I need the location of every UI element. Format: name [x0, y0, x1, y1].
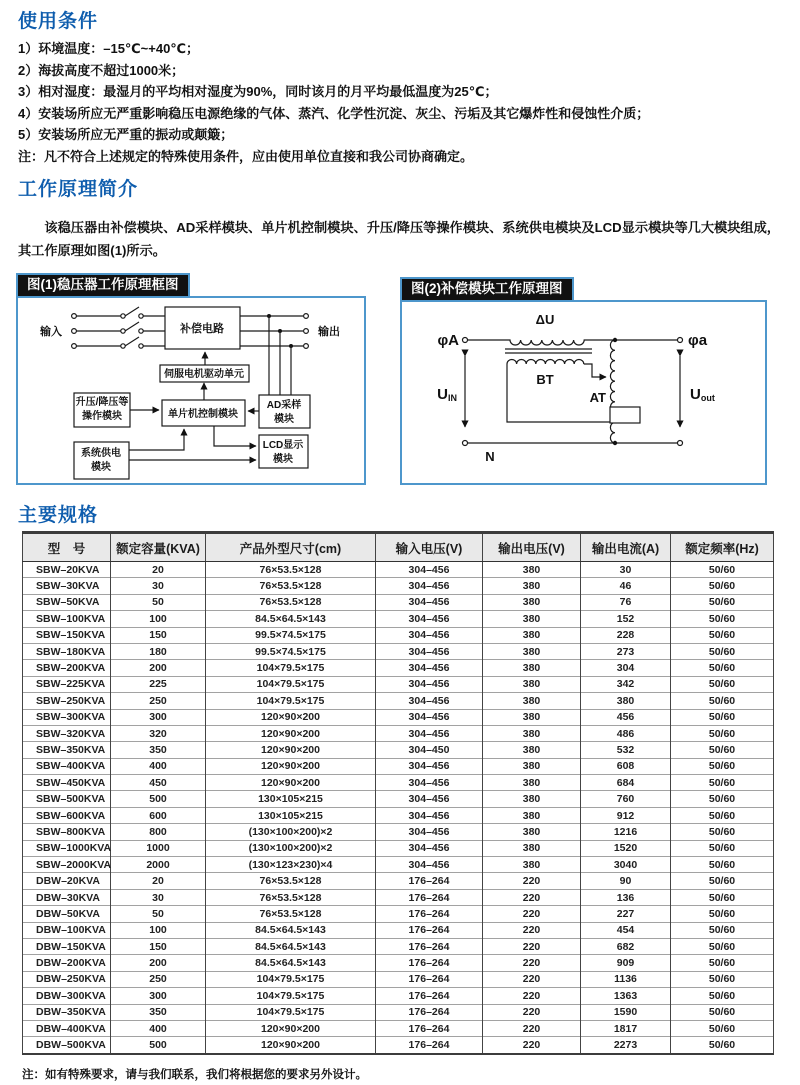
table-cell: 380 — [483, 824, 581, 840]
table-cell: 84.5×64.5×143 — [206, 922, 376, 938]
col-header-model: 型 号 — [23, 533, 111, 562]
table-cell: 50/60 — [671, 562, 774, 578]
table-cell: 1817 — [581, 1020, 671, 1036]
table-cell: 220 — [483, 906, 581, 922]
table-cell: 304–456 — [376, 611, 483, 627]
table-cell: 380 — [483, 807, 581, 823]
table-cell: SBW–150KVA — [23, 627, 111, 643]
table-cell: 50/60 — [671, 1020, 774, 1036]
table-row — [23, 1004, 774, 1020]
table-cell: 176–264 — [376, 1037, 483, 1054]
col-header-output-current: 输出电流(A) — [581, 533, 671, 562]
table-cell: 46 — [581, 578, 671, 594]
table-cell: 600 — [111, 807, 206, 823]
table-cell: 50/60 — [671, 1004, 774, 1020]
table-cell: 120×90×200 — [206, 775, 376, 791]
table-cell: 225 — [111, 676, 206, 692]
table-cell: 120×90×200 — [206, 742, 376, 758]
table-cell: SBW–350KVA — [23, 742, 111, 758]
table-row — [23, 627, 774, 643]
table-cell: 50/60 — [671, 643, 774, 659]
table-row — [23, 660, 774, 676]
terminal-circle — [463, 338, 683, 446]
table-cell: DBW–350KVA — [23, 1004, 111, 1020]
fig1-mcu-label: 单片机控制模块 — [168, 409, 238, 420]
table-cell: 50/60 — [671, 971, 774, 987]
table-cell: 304–456 — [376, 627, 483, 643]
figure2-title: 图(2)补偿模块工作原理图 — [400, 277, 574, 302]
col-header-input-voltage: 输入电压(V) — [376, 533, 483, 562]
table-cell: SBW–20KVA — [23, 562, 111, 578]
table-row — [23, 594, 774, 610]
table-cell: 50/60 — [671, 791, 774, 807]
table-cell: 250 — [111, 971, 206, 987]
condition-item: 4）安装场所应无严重影响稳压电源绝缘的气体、蒸汽、化学性沉淀、灰尘、污垢及其它爆炸性和侵蚀性介质； — [18, 105, 650, 121]
table-cell: 50/60 — [671, 857, 774, 873]
fig2-at-label: AT — [589, 390, 606, 405]
usage-conditions-heading: 使用条件 — [18, 11, 99, 32]
table-cell: SBW–1000KVA — [23, 840, 111, 856]
table-row — [23, 709, 774, 725]
table-cell: 100 — [111, 922, 206, 938]
table-cell: 76 — [581, 594, 671, 610]
table-row — [23, 922, 774, 938]
table-cell: 320 — [111, 725, 206, 741]
table-row — [23, 791, 774, 807]
col-header-output-voltage: 输出电压(V) — [483, 533, 581, 562]
table-cell: 456 — [581, 709, 671, 725]
table-cell: 250 — [111, 693, 206, 709]
table-cell: 100 — [111, 611, 206, 627]
table-cell: 104×79.5×175 — [206, 971, 376, 987]
condition-note: 注：凡不符合上述规定的特殊使用条件，应由使用单位直接和我公司协商确定。 — [18, 148, 474, 164]
condition-item: 2）海拔高度不超过1000米； — [18, 62, 185, 78]
table-cell: 30 — [111, 889, 206, 905]
table-cell: (130×100×200)×2 — [206, 840, 376, 856]
table-cell: 50/60 — [671, 693, 774, 709]
figure2-svg — [402, 302, 765, 483]
fig1-output-label: 输出 — [318, 326, 340, 338]
table-cell: 2000 — [111, 857, 206, 873]
table-cell: 380 — [483, 611, 581, 627]
table-cell: 50/60 — [671, 676, 774, 692]
fig1-lcd-label-2: 模块 — [273, 454, 293, 465]
table-cell: SBW–30KVA — [23, 578, 111, 594]
switch-symbol — [76, 307, 165, 346]
table-cell: 200 — [111, 660, 206, 676]
table-cell: 50/60 — [671, 725, 774, 741]
fig2-delta-u-label: ΔU — [535, 312, 555, 327]
table-cell: 500 — [111, 1037, 206, 1054]
table-header-row — [23, 533, 774, 562]
table-cell: SBW–2000KVA — [23, 857, 111, 873]
table-cell: 684 — [581, 775, 671, 791]
table-cell: DBW–150KVA — [23, 938, 111, 954]
table-cell: 99.5×74.5×175 — [206, 643, 376, 659]
table-cell: 227 — [581, 906, 671, 922]
table-row — [23, 758, 774, 774]
table-cell: SBW–400KVA — [23, 758, 111, 774]
table-cell: 50/60 — [671, 611, 774, 627]
table-cell: 76×53.5×128 — [206, 873, 376, 889]
table-cell: 99.5×74.5×175 — [206, 627, 376, 643]
figure1-title: 图(1)稳压器工作原理框图 — [16, 273, 190, 298]
table-cell: 220 — [483, 938, 581, 954]
table-cell: SBW–100KVA — [23, 611, 111, 627]
table-cell: 608 — [581, 758, 671, 774]
fig1-input-label: 输入 — [40, 326, 62, 338]
fig1-ad-label-2: 模块 — [274, 414, 294, 425]
table-cell: (130×100×200)×2 — [206, 824, 376, 840]
table-cell: DBW–300KVA — [23, 988, 111, 1004]
table-cell: 304–456 — [376, 775, 483, 791]
table-cell: DBW–100KVA — [23, 922, 111, 938]
table-cell: 50/60 — [671, 594, 774, 610]
table-cell: 304–456 — [376, 758, 483, 774]
table-cell: 304–456 — [376, 709, 483, 725]
table-cell: 304–456 — [376, 693, 483, 709]
table-cell: 104×79.5×175 — [206, 676, 376, 692]
fig1-servo-label: 伺服电机驱动单元 — [164, 369, 244, 380]
table-cell: 104×79.5×175 — [206, 693, 376, 709]
fig2-uin-label: UIN — [437, 386, 457, 403]
table-cell: 50/60 — [671, 1037, 774, 1054]
table-cell: 76×53.5×128 — [206, 578, 376, 594]
table-cell: 50/60 — [671, 627, 774, 643]
table-cell: 380 — [581, 693, 671, 709]
table-cell: 380 — [483, 562, 581, 578]
figure1-block-diagram — [16, 277, 366, 485]
table-cell: SBW–250KVA — [23, 693, 111, 709]
table-row — [23, 643, 774, 659]
table-cell: 176–264 — [376, 1020, 483, 1036]
table-cell: 120×90×200 — [206, 709, 376, 725]
table-cell: 273 — [581, 643, 671, 659]
table-cell: 912 — [581, 807, 671, 823]
figure1-svg — [18, 298, 364, 483]
table-cell: 500 — [111, 791, 206, 807]
table-cell: 304–450 — [376, 742, 483, 758]
table-cell: 380 — [483, 643, 581, 659]
table-cell: SBW–180KVA — [23, 643, 111, 659]
table-cell: SBW–600KVA — [23, 807, 111, 823]
table-cell: 300 — [111, 988, 206, 1004]
fig1-ad-label-1: AD采样 — [266, 400, 302, 411]
table-cell: 50/60 — [671, 775, 774, 791]
table-cell: 120×90×200 — [206, 725, 376, 741]
table-cell: 304–456 — [376, 562, 483, 578]
table-cell: 176–264 — [376, 971, 483, 987]
table-cell: 50/60 — [671, 742, 774, 758]
table-cell: SBW–500KVA — [23, 791, 111, 807]
table-cell: 50/60 — [671, 955, 774, 971]
table-cell: 50/60 — [671, 922, 774, 938]
col-header-frequency: 额定频率(Hz) — [671, 533, 774, 562]
table-row — [23, 889, 774, 905]
table-row — [23, 873, 774, 889]
table-cell: 76×53.5×128 — [206, 594, 376, 610]
table-cell: 304–456 — [376, 840, 483, 856]
table-cell: 76×53.5×128 — [206, 562, 376, 578]
spec-table-body — [23, 562, 774, 1054]
table-cell: 76×53.5×128 — [206, 889, 376, 905]
table-cell: 300 — [111, 709, 206, 725]
col-header-capacity: 额定容量(KVA) — [111, 533, 206, 562]
table-cell: SBW–800KVA — [23, 824, 111, 840]
table-cell: 380 — [483, 660, 581, 676]
table-cell: 1136 — [581, 971, 671, 987]
table-cell: 30 — [581, 562, 671, 578]
table-cell: 50 — [111, 906, 206, 922]
table-cell: 220 — [483, 873, 581, 889]
working-principle-paragraph: 该稳压器由补偿模块、AD采样模块、单片机控制模块、升压/降压等操作模块、系统供电模块及LCD显示模块等几大模块组成，其工作原理如图(1)所示。 — [18, 220, 780, 258]
table-cell: 400 — [111, 758, 206, 774]
table-cell: 176–264 — [376, 873, 483, 889]
table-cell: 220 — [483, 988, 581, 1004]
condition-item: 3）相对湿度：最湿月的平均相对湿度为90%，同时该月的月平均最低温度为25℃； — [18, 84, 498, 100]
table-cell: 176–264 — [376, 906, 483, 922]
table-cell: 450 — [111, 775, 206, 791]
fig2-bt-label: BT — [536, 372, 554, 387]
main-specs-heading: 主要规格 — [18, 505, 99, 526]
table-cell: 84.5×64.5×143 — [206, 955, 376, 971]
table-cell: 50/60 — [671, 889, 774, 905]
table-cell: 76×53.5×128 — [206, 906, 376, 922]
fig1-compensation-label: 补偿电路 — [180, 323, 224, 335]
at-brush-box — [610, 407, 640, 423]
table-cell: 304–456 — [376, 807, 483, 823]
table-cell: DBW–200KVA — [23, 955, 111, 971]
table-cell: 454 — [581, 922, 671, 938]
table-cell: DBW–30KVA — [23, 889, 111, 905]
table-cell: 84.5×64.5×143 — [206, 611, 376, 627]
table-cell: 380 — [483, 627, 581, 643]
table-cell: 220 — [483, 971, 581, 987]
table-cell: 50/60 — [671, 906, 774, 922]
table-cell: 304 — [581, 660, 671, 676]
table-cell: 176–264 — [376, 889, 483, 905]
condition-item: 1）环境温度：–15℃~+40℃； — [18, 41, 200, 56]
table-cell: 1000 — [111, 840, 206, 856]
table-cell: 380 — [483, 725, 581, 741]
table-cell: 104×79.5×175 — [206, 660, 376, 676]
table-row — [23, 988, 774, 1004]
table-cell: 150 — [111, 627, 206, 643]
col-header-dimensions: 产品外型尺寸(cm) — [206, 533, 376, 562]
table-cell: 220 — [483, 922, 581, 938]
table-cell: SBW–450KVA — [23, 775, 111, 791]
table-cell: 304–456 — [376, 578, 483, 594]
table-row — [23, 775, 774, 791]
condition-item: 5）安装场所应无严重的振动或颠簸； — [18, 127, 234, 143]
table-cell: 1520 — [581, 840, 671, 856]
table-cell: 176–264 — [376, 988, 483, 1004]
fig2-n-label: N — [485, 449, 495, 464]
fig1-power-label-2: 模块 — [91, 462, 111, 473]
table-cell: 1216 — [581, 824, 671, 840]
table-row — [23, 578, 774, 594]
table-row — [23, 971, 774, 987]
table-cell: 130×105×215 — [206, 791, 376, 807]
table-row — [23, 693, 774, 709]
table-cell: 380 — [483, 709, 581, 725]
table-row — [23, 742, 774, 758]
table-cell: 342 — [581, 676, 671, 692]
table-cell: 50/60 — [671, 824, 774, 840]
table-row — [23, 824, 774, 840]
fig2-phase-in-label: φA — [437, 332, 459, 349]
table-cell: 350 — [111, 742, 206, 758]
table-cell: 800 — [111, 824, 206, 840]
table-row — [23, 857, 774, 873]
figure2-compensation-diagram — [400, 281, 767, 485]
table-cell: 120×90×200 — [206, 758, 376, 774]
table-cell: 228 — [581, 627, 671, 643]
table-cell: 380 — [483, 857, 581, 873]
table-cell: 1590 — [581, 1004, 671, 1020]
footer-note: 注：如有特殊要求，请与我们联系，我们将根据您的要求另外设计。 — [22, 1069, 367, 1081]
table-cell: 50 — [111, 594, 206, 610]
table-cell: 176–264 — [376, 938, 483, 954]
table-cell: 84.5×64.5×143 — [206, 938, 376, 954]
table-cell: 682 — [581, 938, 671, 954]
table-cell: 350 — [111, 1004, 206, 1020]
table-cell: 304–456 — [376, 824, 483, 840]
table-cell: 380 — [483, 791, 581, 807]
table-cell: 909 — [581, 955, 671, 971]
table-cell: 30 — [111, 578, 206, 594]
table-row — [23, 1020, 774, 1036]
table-cell: SBW–200KVA — [23, 660, 111, 676]
table-cell: 50/60 — [671, 938, 774, 954]
table-cell: 120×90×200 — [206, 1037, 376, 1054]
table-row — [23, 938, 774, 954]
table-cell: 152 — [581, 611, 671, 627]
table-cell: 50/60 — [671, 807, 774, 823]
table-cell: 50/60 — [671, 660, 774, 676]
table-cell: 400 — [111, 1020, 206, 1036]
table-cell: 486 — [581, 725, 671, 741]
table-cell: 380 — [483, 758, 581, 774]
table-cell: 90 — [581, 873, 671, 889]
table-cell: 304–456 — [376, 660, 483, 676]
spec-table — [22, 531, 774, 1055]
table-cell: 220 — [483, 1004, 581, 1020]
table-cell: 304–456 — [376, 643, 483, 659]
table-cell: 104×79.5×175 — [206, 988, 376, 1004]
table-cell: SBW–50KVA — [23, 594, 111, 610]
table-cell: 532 — [581, 742, 671, 758]
table-cell: 380 — [483, 676, 581, 692]
table-cell: DBW–400KVA — [23, 1020, 111, 1036]
table-row — [23, 1037, 774, 1054]
table-cell: 380 — [483, 775, 581, 791]
table-cell: 380 — [483, 578, 581, 594]
bt-winding — [507, 360, 584, 365]
table-cell: 50/60 — [671, 578, 774, 594]
table-cell: 380 — [483, 594, 581, 610]
table-cell: 136 — [581, 889, 671, 905]
working-principle-heading: 工作原理简介 — [18, 179, 139, 200]
fig1-lcd-label-1: LCD显示 — [262, 440, 304, 451]
table-cell: 304–456 — [376, 725, 483, 741]
table-cell: 130×105×215 — [206, 807, 376, 823]
table-cell: 176–264 — [376, 1004, 483, 1020]
table-cell: 220 — [483, 889, 581, 905]
table-cell: 120×90×200 — [206, 1020, 376, 1036]
table-cell: 104×79.5×175 — [206, 1004, 376, 1020]
delta-u-winding — [468, 340, 677, 345]
table-cell: 20 — [111, 562, 206, 578]
table-cell: 1363 — [581, 988, 671, 1004]
table-row — [23, 840, 774, 856]
fig1-power-label-1: 系统供电 — [81, 448, 121, 459]
fig2-uout-label: Uout — [690, 386, 715, 403]
table-row — [23, 807, 774, 823]
fig2-wiring — [463, 338, 683, 446]
table-cell: SBW–300KVA — [23, 709, 111, 725]
table-cell: 200 — [111, 955, 206, 971]
table-row — [23, 725, 774, 741]
fig2-phase-out-label: φa — [688, 332, 708, 349]
table-cell: 176–264 — [376, 922, 483, 938]
table-cell: 20 — [111, 873, 206, 889]
table-cell: 760 — [581, 791, 671, 807]
table-cell: SBW–225KVA — [23, 676, 111, 692]
table-cell: 220 — [483, 1020, 581, 1036]
table-row — [23, 676, 774, 692]
table-cell: 220 — [483, 955, 581, 971]
fig1-boost-label-1: 升压/降压等 — [75, 397, 129, 408]
table-cell: 150 — [111, 938, 206, 954]
table-cell: 304–456 — [376, 676, 483, 692]
table-cell: 304–456 — [376, 594, 483, 610]
table-cell: DBW–20KVA — [23, 873, 111, 889]
table-cell: 50/60 — [671, 840, 774, 856]
table-cell: (130×123×230)×4 — [206, 857, 376, 873]
table-cell: 50/60 — [671, 758, 774, 774]
table-row — [23, 906, 774, 922]
table-cell: 304–456 — [376, 857, 483, 873]
table-cell: DBW–250KVA — [23, 971, 111, 987]
table-cell: 50/60 — [671, 873, 774, 889]
usage-conditions-list — [18, 38, 788, 168]
table-cell: DBW–50KVA — [23, 906, 111, 922]
table-cell: 50/60 — [671, 988, 774, 1004]
table-cell: 380 — [483, 693, 581, 709]
table-cell: 176–264 — [376, 955, 483, 971]
table-cell: 2273 — [581, 1037, 671, 1054]
table-cell: 380 — [483, 840, 581, 856]
table-cell: SBW–320KVA — [23, 725, 111, 741]
table-cell: 304–456 — [376, 791, 483, 807]
table-row — [23, 611, 774, 627]
fig1-boost-label-2: 操作模块 — [82, 411, 122, 422]
table-cell: DBW–500KVA — [23, 1037, 111, 1054]
table-row — [23, 562, 774, 578]
table-cell: 180 — [111, 643, 206, 659]
table-row — [23, 955, 774, 971]
table-cell: 3040 — [581, 857, 671, 873]
table-cell: 220 — [483, 1037, 581, 1054]
table-cell: 50/60 — [671, 709, 774, 725]
table-cell: 380 — [483, 742, 581, 758]
at-winding — [610, 340, 615, 443]
